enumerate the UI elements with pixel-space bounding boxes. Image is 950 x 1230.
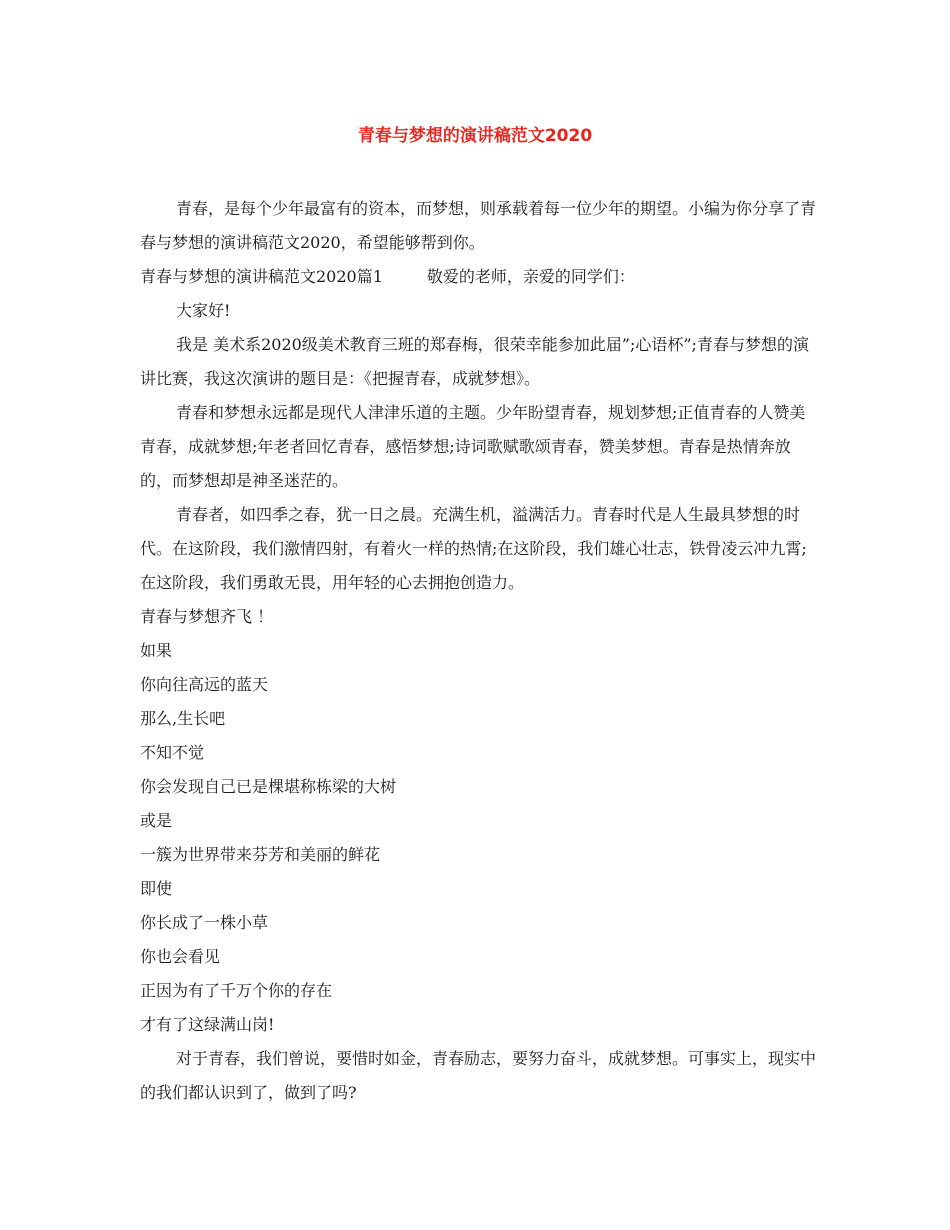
poem-line: 青春与梦想齐飞 ！ — [140, 607, 274, 626]
poem-line: 你长成了一株小草 — [140, 913, 269, 932]
paragraph-4: 对于青春，我们曾说，要惜时如金，青春励志，要努力奋斗，成就梦想。可事实上，现实中的我们都认识到了，做到了吗? — [140, 1049, 817, 1102]
poem-line: 即使 — [140, 879, 173, 898]
salutation: 敬爱的老师，亲爱的同学们： — [426, 267, 635, 286]
paragraph-3: 青春者，如四季之春，犹一日之晨。充满生机，溢满活力。青春时代是人生最具梦想的时代。在这阶段，我们激情四射，有着火一样的热情;在这阶段，我们雄心壮志，铁骨凌云冲九霄;在这阶段，我们勇敢无畏，用年轻的心去拥抱创造力。 — [140, 505, 807, 592]
paragraph-1: 我是 美术系2020级美术教育三班的郑春梅，很荣幸能参加此届”;心语杯”;青春与梦想的演讲比赛，我这次演讲的题目是：《把握青春，成就梦想》。 — [140, 335, 809, 388]
poem-line: 一簇为世界带来芬芳和美丽的鲜花 — [140, 845, 381, 864]
poem-line: 或是 — [140, 811, 173, 830]
poem-line: 不知不觉 — [140, 743, 205, 762]
greeting-paragraph: 大家好! — [176, 301, 231, 320]
document-body — [140, 192, 816, 1110]
poem-line: 如果 — [140, 641, 173, 660]
poem-line: 正因为有了千万个你的存在 — [140, 981, 333, 1000]
poem-line: 你也会看见 — [140, 947, 221, 966]
document-title: 青春与梦想的演讲稿范文2020 — [357, 126, 593, 146]
poem-line: 你会发现自己已是棵堪称栋梁的大树 — [140, 777, 397, 796]
poem — [140, 600, 816, 1042]
section-heading: 青春与梦想的演讲稿范文2020篇1 — [140, 267, 383, 286]
poem-line: 才有了这绿满山岗! — [140, 1015, 275, 1034]
poem-line: 你向往高远的蓝天 — [140, 675, 269, 694]
intro-paragraph: 青春，是每个少年最富有的资本，而梦想，则承载着每一位少年的期望。小编为你分享了青春与梦想的演讲稿范文2020，希望能够帮到你。 — [140, 199, 817, 252]
heading-line — [140, 260, 816, 294]
paragraph-2: 青春和梦想永远都是现代人津津乐道的主题。少年盼望青春，规划梦想;正值青春的人赞美青春，成就梦想;年老者回忆青春，感悟梦想;诗词歌赋歌颂青春，赞美梦想。青春是热情奔放的，而梦想却是神圣迷茫的。 — [140, 403, 806, 490]
poem-line: 那么,生长吧 — [140, 709, 226, 728]
